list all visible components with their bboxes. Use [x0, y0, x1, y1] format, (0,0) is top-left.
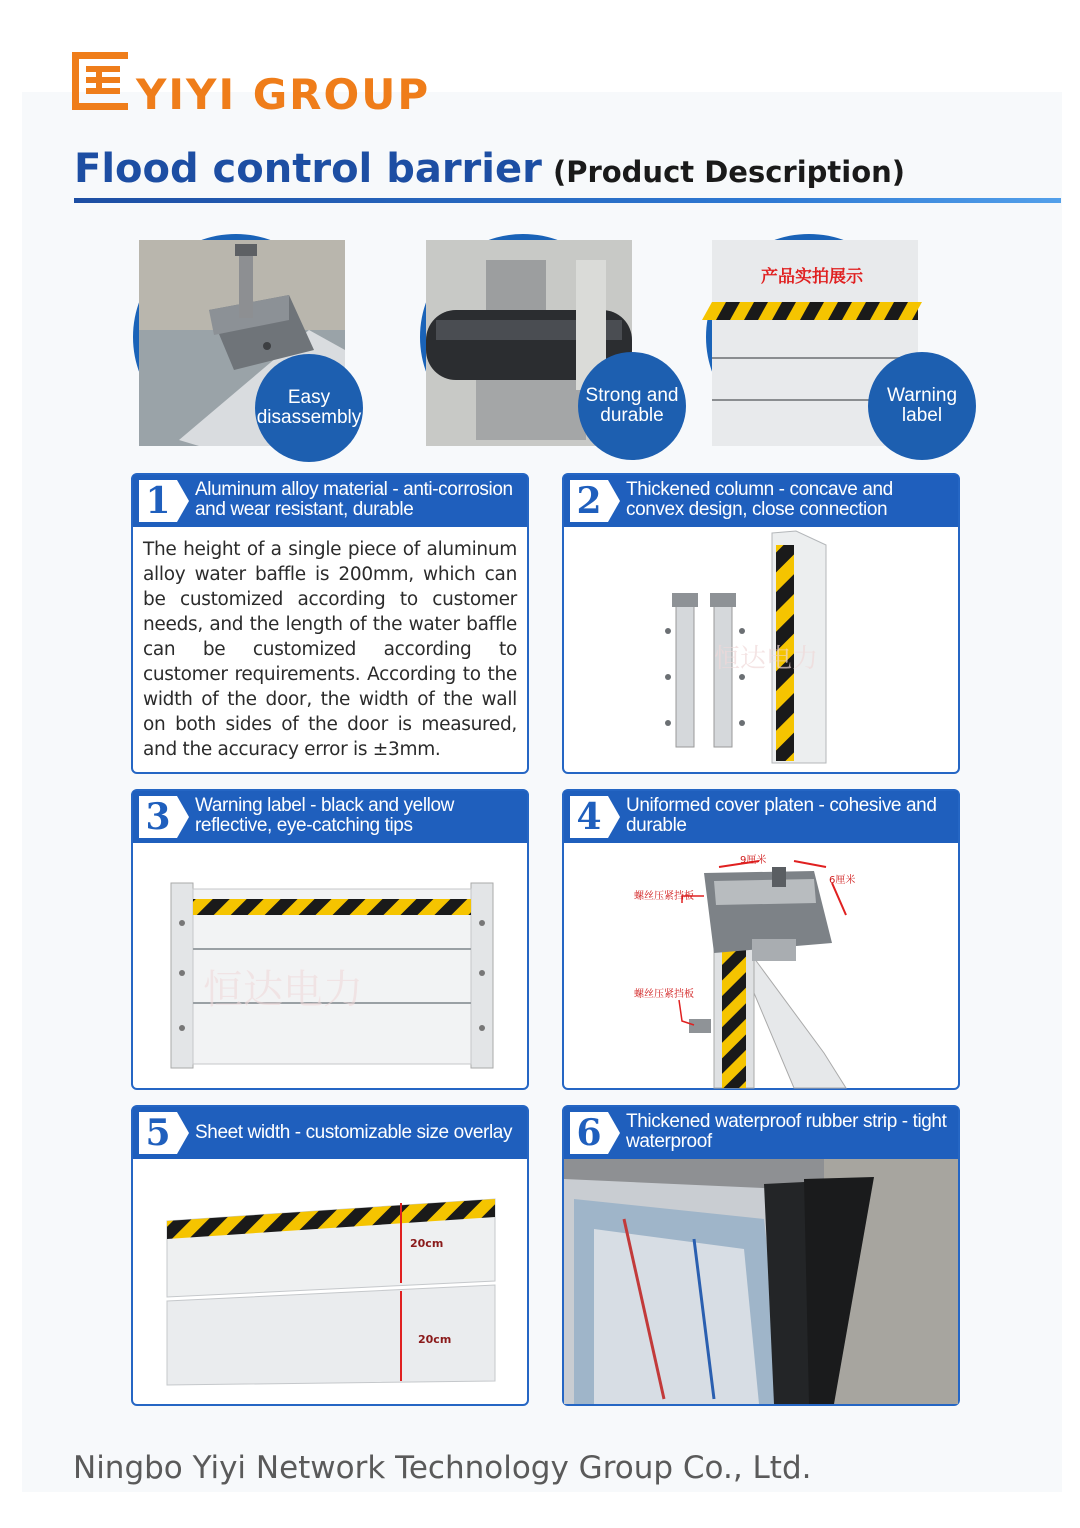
arrow-icon: [608, 480, 620, 522]
annotation-screw-top: 螺丝压紧挡板: [634, 891, 694, 902]
brand-name: YIYI GROUP: [136, 70, 431, 119]
photo-strong: [420, 234, 679, 440]
feature-header: [564, 475, 958, 527]
badge-strong-durable: Strong and durable: [578, 352, 686, 460]
feature-title: Thickened column - concave and convex design, close connection: [626, 479, 893, 520]
annotation-depth: 6厘米: [829, 875, 856, 886]
arrow-icon: [177, 1112, 189, 1154]
brand-logo: [72, 48, 431, 119]
arrow-icon: [608, 1112, 620, 1154]
title-main: Flood control barrier: [74, 146, 542, 192]
badge-easy-disassembly: Easy disassembly: [255, 354, 363, 462]
photo-disassembly: [133, 234, 362, 440]
page-title: [74, 146, 905, 192]
rubber-strip-photo: [564, 1159, 958, 1404]
watermark-text: 恒达电力: [714, 644, 819, 674]
arrow-icon: [177, 796, 189, 838]
feature-header: [564, 791, 958, 843]
feature-number: 3: [139, 796, 177, 838]
feature-title: Uniformed cover platen - cohesive and durable: [626, 795, 937, 836]
barrier-illustration: [133, 843, 527, 1088]
feature-title: Aluminum alloy material - anti-corrosion and wear resistant, durable: [195, 479, 513, 520]
photo-caption: 产品实拍展示: [761, 267, 863, 287]
feature-card-1: [131, 473, 529, 774]
feature-title: Thickened waterproof rubber strip - tight waterproof: [626, 1111, 947, 1152]
columns-illustration: [564, 527, 958, 772]
title-sub: (Product Description): [552, 155, 906, 189]
feature-card-5: [131, 1105, 529, 1406]
feature-card-6: [562, 1105, 960, 1406]
feature-title: Warning label - black and yellow reflective, eye-catching tips: [195, 795, 454, 836]
feature-card-3: [131, 789, 529, 1090]
watermark-text: 恒达电力: [203, 967, 363, 1013]
feature-header: [564, 1107, 958, 1159]
feature-header: [133, 791, 527, 843]
title-underline: [74, 198, 1061, 203]
photo-warning-label: [706, 234, 958, 440]
yiyi-logo-icon: [72, 48, 128, 110]
feature-number: 1: [139, 480, 177, 522]
company-name: Ningbo Yiyi Network Technology Group Co., Ltd.: [73, 1450, 812, 1486]
sheet-width-illustration: [133, 1159, 527, 1404]
arrow-icon: [177, 480, 189, 522]
feature-card-4: [562, 789, 960, 1090]
feature-number: 5: [139, 1112, 177, 1154]
feature-card-2: [562, 473, 960, 774]
feature-header: [133, 475, 527, 527]
feature-description: The height of a single piece of aluminum alloy water baffle is 200mm, which can be customized according to customer needs, and the length of the water baffle can be customized according to customer requirements. According to the width of the door, the width of the wall on both sides of the door is measured, and the accuracy error is ±3mm.: [143, 539, 517, 760]
feature-number: 4: [570, 796, 608, 838]
feature-header: [133, 1107, 527, 1159]
cover-platen-illustration: [564, 843, 958, 1088]
feature-number: 2: [570, 480, 608, 522]
measurement-top: 20cm: [410, 1237, 444, 1250]
badge-warning-label: Warning label: [868, 352, 976, 460]
annotation-screw-side: 螺丝压紧挡板: [634, 989, 694, 1000]
measurement-bottom: 20cm: [418, 1333, 452, 1346]
annotation-width: 9厘米: [740, 855, 767, 866]
feature-number: 6: [570, 1112, 608, 1154]
feature-title: Sheet width - customizable size overlay: [195, 1122, 513, 1143]
arrow-icon: [608, 796, 620, 838]
